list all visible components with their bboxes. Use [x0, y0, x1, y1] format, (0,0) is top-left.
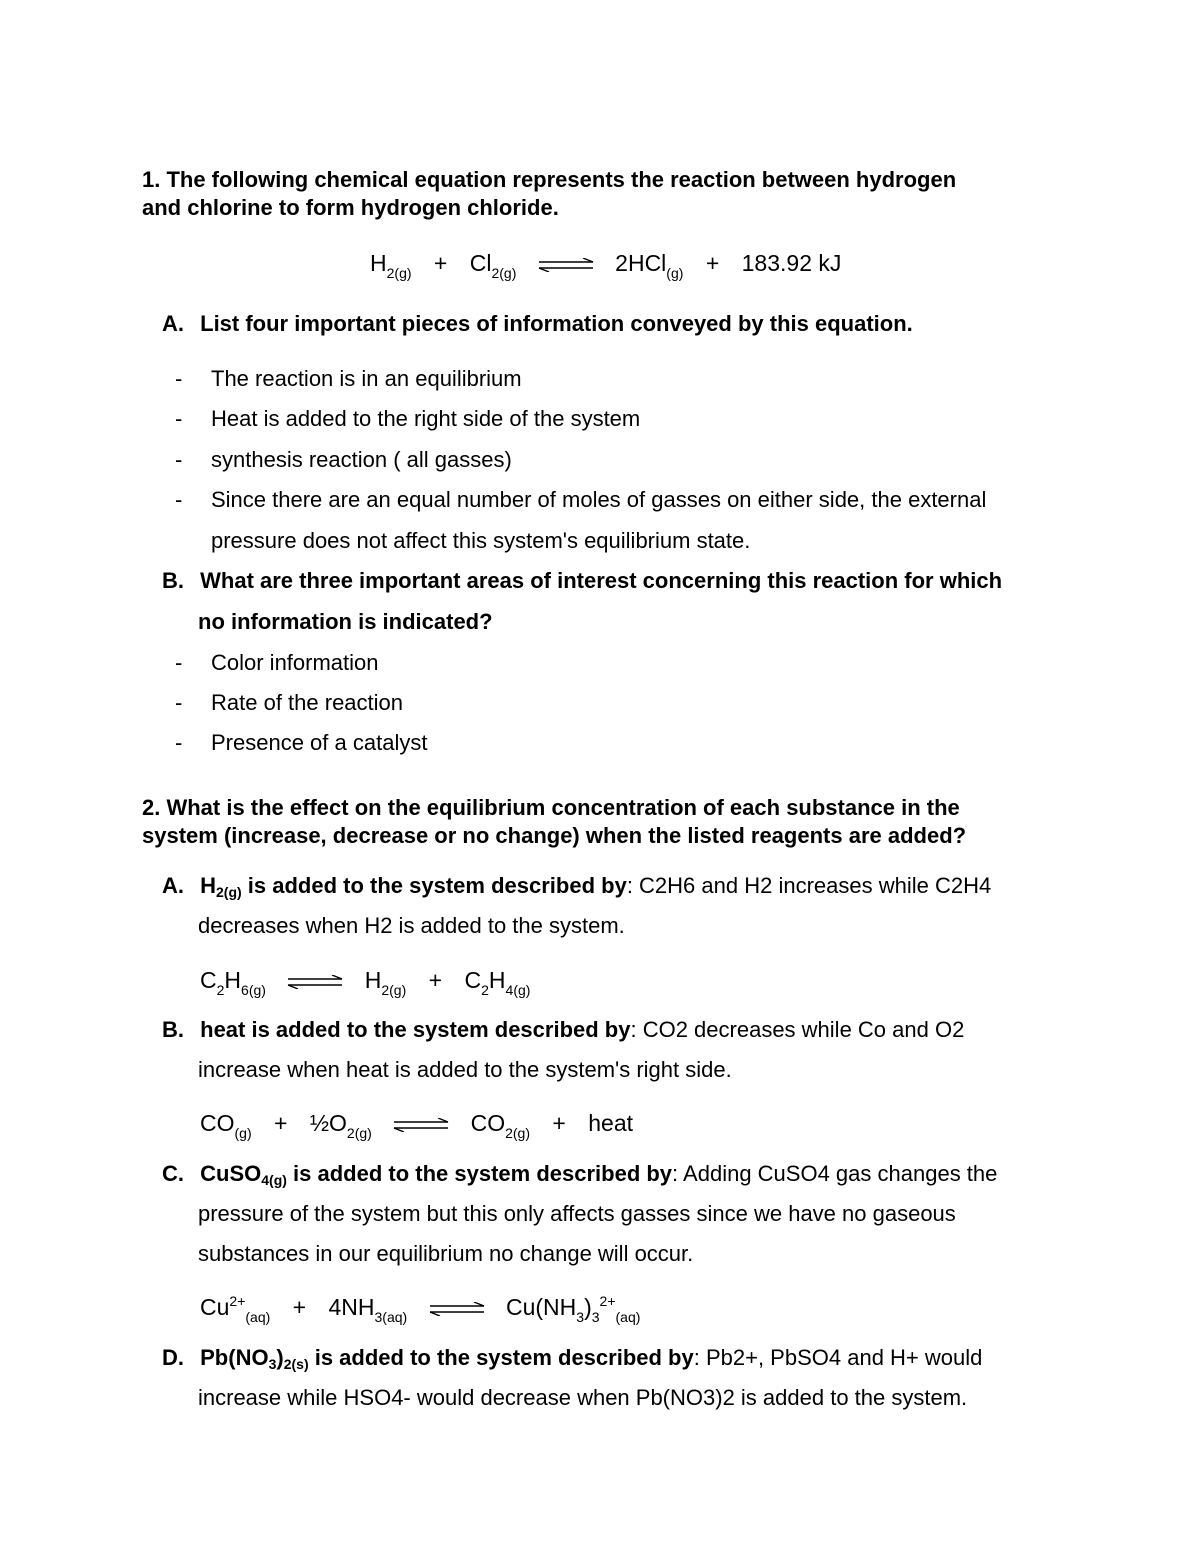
q1-b-answer-2: - Rate of the reaction [175, 690, 404, 715]
q2-subquestion-c [162, 1161, 997, 1188]
eq2c-reactant-cu: $Cu^{2+}_{(aq)}$ [200, 1293, 271, 1325]
q2-c-answer-line1: : Adding CuSO4 gas changes the [672, 1161, 998, 1186]
q1-a-answer-1: - The reaction is in an equilibrium [175, 366, 522, 391]
q2-a-answer-line1: : C2H6 and H2 increases while C2H4 [626, 873, 992, 898]
q1-a-question: List four important pieces of information conveyed by this equation. [200, 311, 913, 336]
equilibrium-arrow-icon [392, 1118, 450, 1132]
q2-d-reagent: $Pb(NO_3)_{2(s)}$ [200, 1345, 309, 1372]
q1-b-answer-1: - Color information [175, 650, 379, 675]
eq2a-product-c2h4: $C_2H_{4(g)}$ [464, 967, 531, 998]
question-2-title [142, 794, 966, 850]
q1-b-question-line1: What are three important areas of interest concerning this reaction for which [200, 568, 1003, 593]
q1-b-question-line2: no information is indicated? [198, 609, 493, 634]
eq2a-product-h2: $H_{2(g)}$ [364, 967, 407, 998]
q2-d-answer-line2: increase while HSO4- would decrease when Pb(NO3)2 is added to the system. [198, 1385, 968, 1410]
equilibrium-arrow-icon [428, 1302, 486, 1316]
q2-a-reagent: $H_{2(g)}$ [200, 873, 242, 900]
q2-subquestion-b [162, 1017, 964, 1043]
q1-a-answer-2: - Heat is added to the right side of the system [175, 406, 641, 431]
eq2b-reactant-co: $CO_{(g)}$ [200, 1110, 252, 1141]
eq1-reactant-cl2: $Cl_{2(g)}$ [469, 250, 517, 281]
eq2a-reactant-c2h6: $C_2H_{6(g)}$ [200, 967, 266, 998]
q2-c-answer-line3: substances in our equilibrium no change will occur. [198, 1241, 694, 1266]
q2-c-prompt: is added to the system described by [286, 1161, 673, 1186]
q2-d-prompt: is added to the system described by [308, 1345, 694, 1370]
q1-a-answer-3: - synthesis reaction ( all gasses) [175, 447, 512, 472]
q2-b-answer-line1: : CO2 decreases while Co and O2 [630, 1017, 965, 1042]
q2-b-answer-line2: increase when heat is added to the system's right side. [198, 1057, 732, 1082]
eq2b-plus-2: + [552, 1110, 566, 1136]
q2-subquestion-d [162, 1345, 982, 1372]
question-1-title [142, 166, 956, 222]
equilibrium-arrow-icon [537, 258, 595, 272]
q1-b-letter: B. [162, 568, 184, 593]
q1-subquestion-a [162, 311, 913, 337]
q1-b-answer-3: - Presence of a catalyst [175, 730, 428, 755]
q2-c-letter: C. [162, 1161, 184, 1186]
q1-subquestion-b [162, 568, 1002, 594]
eq1-plus-2: + [705, 250, 720, 276]
q2-c-answer-line2: pressure of the system but this only affects gasses since we have no gaseous [198, 1201, 956, 1226]
q2-b-prompt: heat is added to the system described by [200, 1017, 631, 1042]
eq2c-reactant-nh3: $4NH_{3(aq)}$ [328, 1294, 408, 1325]
eq2c-plus: + [292, 1294, 307, 1320]
eq1-reactant-h2: $H_{2(g)}$ [370, 250, 412, 281]
q2-d-letter: D. [162, 1345, 184, 1370]
question-1-title-line2: and chlorine to form hydrogen chloride. [142, 195, 559, 220]
equation-1 [370, 250, 841, 281]
q1-a-letter: A. [162, 311, 184, 336]
q2-a-prompt: is added to the system described by [241, 873, 627, 898]
q2-b-letter: B. [162, 1017, 184, 1042]
eq2b-reactant-o2: $\frac{1}{2}O_{2(g)}$ [309, 1110, 372, 1141]
q1-a-answer-4-cont: pressure does not affect this system's equilibrium state. [211, 528, 751, 553]
eq2b-plus: + [274, 1110, 288, 1136]
q2-a-letter: A. [162, 873, 184, 898]
question-2-title-line1: 2. What is the effect on the equilibrium concentration of each substance in the [142, 795, 960, 820]
eq1-energy: 183.92 kJ [741, 250, 842, 276]
equation-2b [200, 1110, 633, 1141]
question-2-title-line2: system (increase, decrease or no change) when the listed reagents are added? [142, 823, 967, 848]
eq2b-product-co2: $CO_{2(g)}$ [470, 1110, 531, 1141]
q2-a-answer-line2: decreases when H2 is added to the system. [198, 913, 625, 938]
eq1-plus: + [433, 250, 448, 276]
equilibrium-arrow-icon [286, 975, 344, 989]
q2-d-answer-line1: : Pb2+, PbSO4 and H+ would [693, 1345, 983, 1370]
eq2b-product-heat: heat [588, 1110, 633, 1136]
q2-subquestion-a [162, 873, 991, 900]
eq2a-plus: + [428, 967, 443, 993]
q1-a-answer-4: - Since there are an equal number of moles of gasses on either side, the external [175, 487, 987, 512]
q2-c-reagent: CuSO$_{4(g)}$ [200, 1161, 287, 1188]
eq2c-product-complex: $Cu(NH_3)_3^{2+}_{(aq)}$ [505, 1293, 641, 1325]
equation-2c [200, 1293, 640, 1325]
eq1-product-hcl: 2HCl$_{(g)}$ [615, 250, 684, 281]
question-1-title-line1: 1. The following chemical equation represents the reaction between hydrogen [142, 167, 957, 192]
equation-2a [200, 967, 530, 998]
